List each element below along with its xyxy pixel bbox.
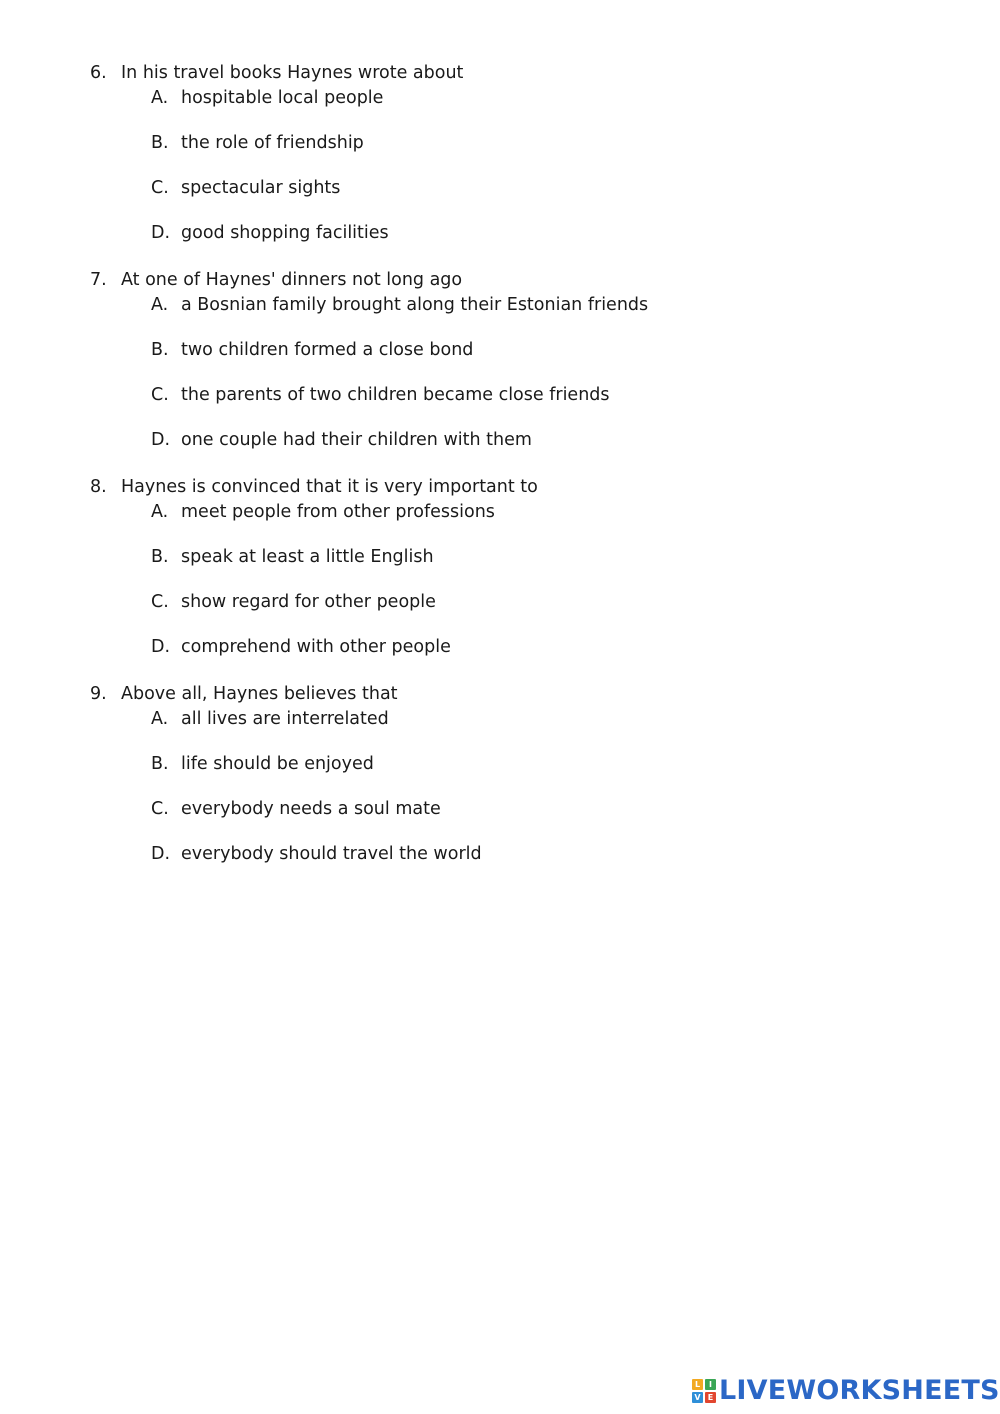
answer-options [0, 500, 1000, 660]
option-text: good shopping facilities [181, 223, 389, 243]
answer-option-c[interactable] [0, 590, 1000, 615]
question-9 [0, 682, 1000, 867]
answer-option-b[interactable] [0, 545, 1000, 570]
option-text: everybody needs a soul mate [181, 799, 441, 819]
option-letter: C. [151, 592, 169, 612]
option-letter: D. [151, 223, 171, 243]
option-letter: B. [151, 547, 169, 567]
question-number: 7. [90, 270, 107, 290]
option-text: the role of friendship [181, 133, 364, 153]
option-text: show regard for other people [181, 592, 436, 612]
logo-block-l: L [692, 1379, 703, 1390]
option-text: one couple had their children with them [181, 430, 532, 450]
answer-options [0, 293, 1000, 453]
option-letter: D. [151, 637, 171, 657]
option-letter: A. [151, 502, 169, 522]
answer-option-a[interactable] [0, 707, 1000, 732]
answer-option-c[interactable] [0, 383, 1000, 408]
answer-option-b[interactable] [0, 752, 1000, 777]
worksheet [0, 61, 1000, 889]
question-text: Haynes is convinced that it is very important to [121, 477, 538, 497]
question-6 [0, 61, 1000, 246]
option-letter: B. [151, 340, 169, 360]
logo-block-v: V [692, 1392, 703, 1403]
question-8 [0, 475, 1000, 660]
option-letter: A. [151, 709, 169, 729]
option-text: life should be enjoyed [181, 754, 374, 774]
option-letter: D. [151, 430, 171, 450]
option-text: hospitable local people [181, 88, 384, 108]
option-text: the parents of two children became close friends [181, 385, 610, 405]
question-number: 8. [90, 477, 107, 497]
logo-wordmark: LIVEWORKSHEETS [719, 1375, 1000, 1406]
question-text: At one of Haynes' dinners not long ago [121, 270, 463, 290]
question-header [0, 475, 1000, 500]
question-text: In his travel books Haynes wrote about [121, 63, 464, 83]
option-letter: C. [151, 385, 169, 405]
logo-block-e: E [705, 1392, 716, 1403]
question-header [0, 61, 1000, 86]
answer-option-b[interactable] [0, 338, 1000, 363]
liveworksheets-logo[interactable] [692, 1375, 1000, 1407]
answer-option-d[interactable] [0, 842, 1000, 867]
answer-option-a[interactable] [0, 86, 1000, 111]
logo-blocks-icon [692, 1379, 716, 1403]
option-text: spectacular sights [181, 178, 341, 198]
option-letter: B. [151, 133, 169, 153]
option-text: comprehend with other people [181, 637, 451, 657]
option-text: everybody should travel the world [181, 844, 482, 864]
answer-option-a[interactable] [0, 500, 1000, 525]
question-7 [0, 268, 1000, 453]
option-letter: C. [151, 799, 169, 819]
logo-block-i: I [705, 1379, 716, 1390]
option-text: meet people from other professions [181, 502, 495, 522]
option-text: two children formed a close bond [181, 340, 474, 360]
answer-option-c[interactable] [0, 797, 1000, 822]
answer-option-c[interactable] [0, 176, 1000, 201]
answer-option-d[interactable] [0, 428, 1000, 453]
answer-option-a[interactable] [0, 293, 1000, 318]
question-number: 9. [90, 684, 107, 704]
answer-option-b[interactable] [0, 131, 1000, 156]
option-text: a Bosnian family brought along their Estonian friends [181, 295, 649, 315]
question-header [0, 268, 1000, 293]
answer-option-d[interactable] [0, 635, 1000, 660]
answer-option-d[interactable] [0, 221, 1000, 246]
option-letter: A. [151, 88, 169, 108]
option-letter: D. [151, 844, 171, 864]
answer-options [0, 707, 1000, 867]
option-letter: B. [151, 754, 169, 774]
option-letter: A. [151, 295, 169, 315]
answer-options [0, 86, 1000, 246]
option-text: speak at least a little English [181, 547, 434, 567]
question-header [0, 682, 1000, 707]
option-letter: C. [151, 178, 169, 198]
question-text: Above all, Haynes believes that [121, 684, 398, 704]
option-text: all lives are interrelated [181, 709, 389, 729]
question-number: 6. [90, 63, 107, 83]
